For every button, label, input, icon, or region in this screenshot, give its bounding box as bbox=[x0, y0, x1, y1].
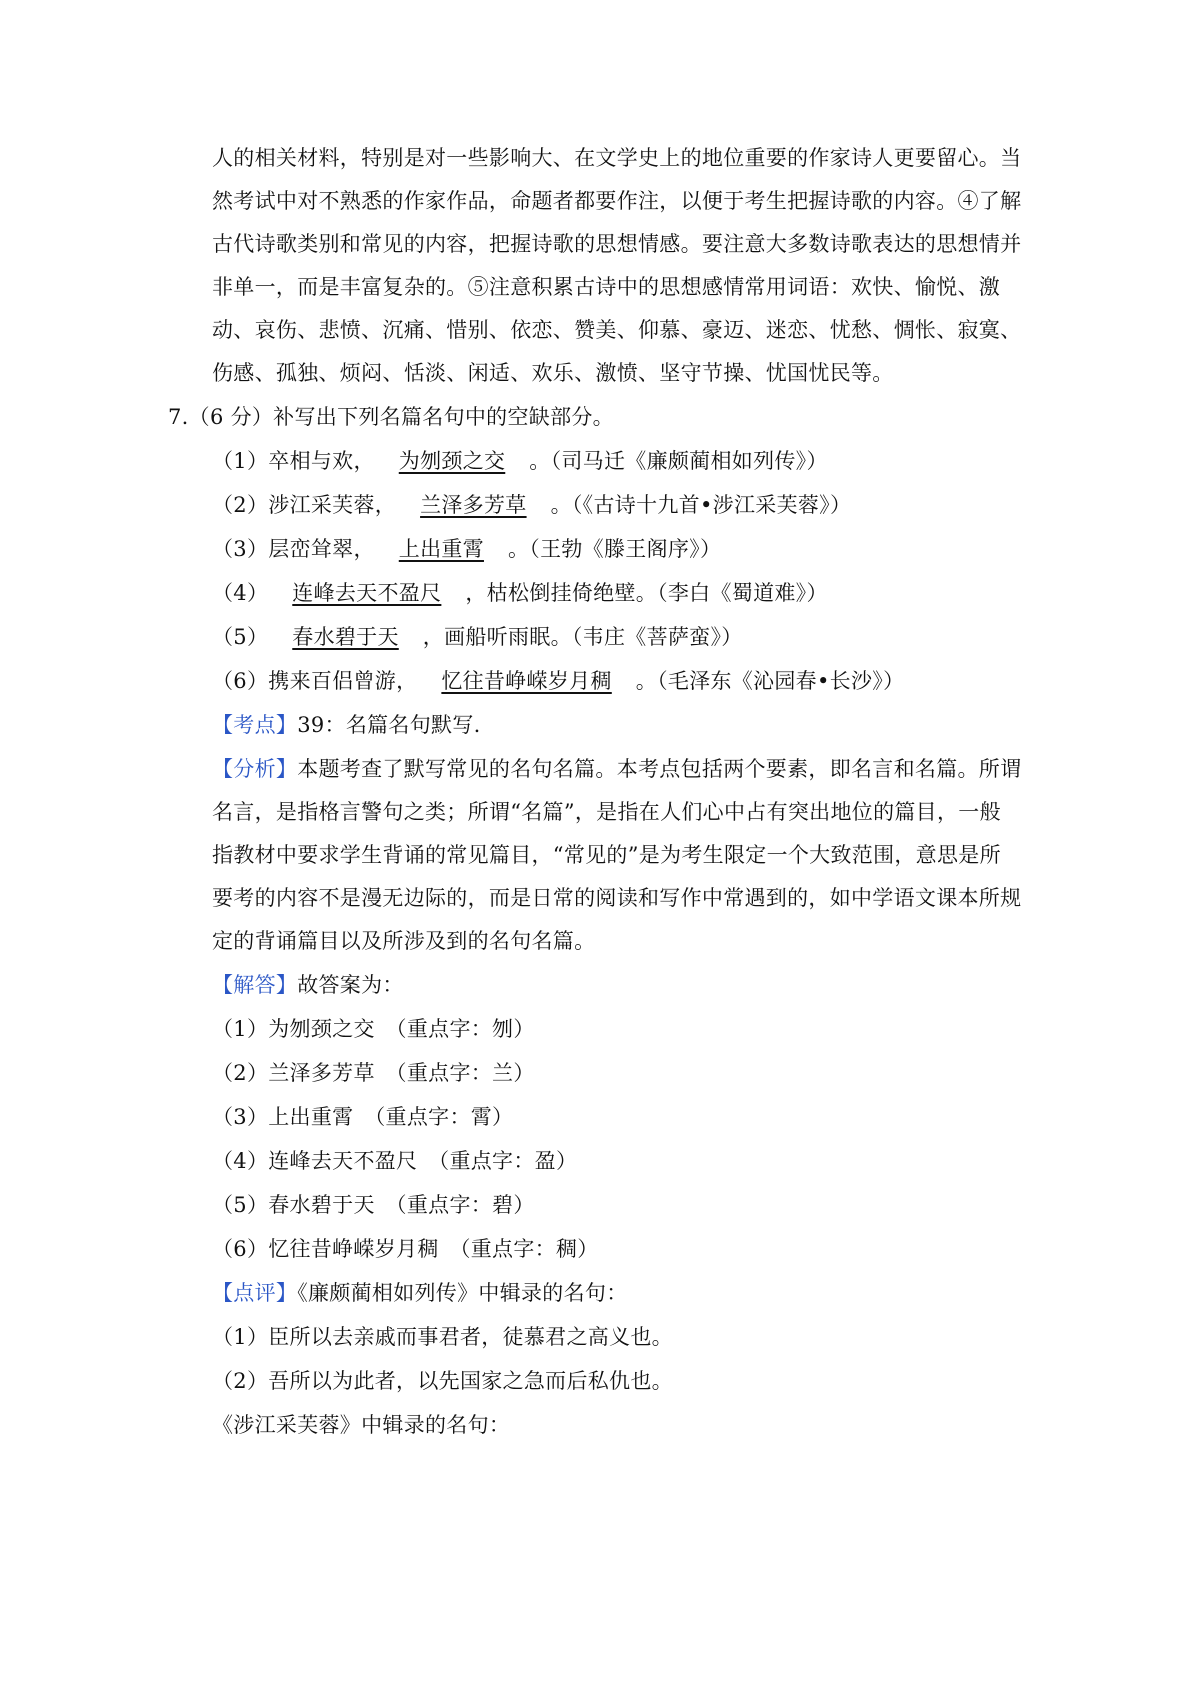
question-number: 7. bbox=[168, 405, 189, 429]
jieda-tag: 【解答】 bbox=[212, 973, 298, 997]
item-source: 。（《古诗十九首•涉江采芙蓉》） bbox=[550, 493, 852, 517]
answer-line: （5）春水碧于天 （重点字：碧） bbox=[212, 1193, 535, 1217]
answer-line: （4）连峰去天不盈尺 （重点字：盈） bbox=[212, 1149, 578, 1173]
dianping-text: 《廉颇蔺相如列传》中辑录的名句： bbox=[297, 1281, 628, 1305]
answer-blank: 为刎颈之交 bbox=[398, 449, 506, 473]
question-header bbox=[168, 402, 614, 432]
jieda-line bbox=[212, 970, 404, 1000]
fenxi-line: 名言，是指格言警句之类；所谓“名篇”，是指在人们心中占有突出地位的篇目，一般 bbox=[212, 800, 1001, 824]
answer-blank: 连峰去天不盈尺 bbox=[292, 581, 442, 605]
fenxi-text: 本题考查了默写常见的名句名篇。本考点包括两个要素，即名言和名篇。所谓 bbox=[297, 757, 1022, 781]
intro-line: 动、哀伤、悲愤、沉痛、惜别、依恋、赞美、仰慕、豪迈、迷恋、忧愁、惆怅、寂寞、 bbox=[212, 318, 1022, 342]
answer-blank: 忆往昔峥嵘岁月稠 bbox=[441, 669, 612, 693]
jieda-text: 故答案为： bbox=[297, 973, 404, 997]
item-source: 。（毛泽东《沁园春•长沙》） bbox=[635, 669, 905, 693]
answer-line: （6）忆往昔峥嵘岁月稠 （重点字：稠） bbox=[212, 1237, 599, 1261]
fenxi-line: 指教材中要求学生背诵的常见篇目，“常见的”是为考生限定一个大致范围，意思是所 bbox=[212, 843, 1001, 867]
kaodian-line bbox=[212, 710, 481, 740]
answer-line: （2）兰泽多芳草 （重点字：兰） bbox=[212, 1061, 535, 1085]
item-source: 。（司马迁《廉颇蔺相如列传》） bbox=[529, 449, 828, 473]
item-number: （5） bbox=[212, 625, 269, 649]
intro-line: 人的相关材料，特别是对一些影响大、在文学史上的地位重要的作家诗人更要留心。当 bbox=[212, 146, 1022, 170]
item-number: （4） bbox=[212, 581, 269, 605]
item-text: 层峦耸翠， bbox=[268, 537, 375, 561]
answer-blank: 兰泽多芳草 bbox=[420, 493, 527, 517]
dianping-quote: （2）吾所以为此者，以先国家之急而后私仇也。 bbox=[212, 1369, 673, 1393]
item-number: （2） bbox=[212, 493, 269, 517]
question-item bbox=[212, 622, 743, 652]
item-number: （6） bbox=[212, 669, 269, 693]
question-item bbox=[212, 446, 828, 476]
question-stem: （6 分）补写出下列名篇名句中的空缺部分。 bbox=[188, 405, 614, 429]
intro-line: 非单一，而是丰富复杂的。⑤注意积累古诗中的思想感情常用词语：欢快、愉悦、激 bbox=[212, 275, 1001, 299]
fenxi-line: 定的背诵篇目以及所涉及到的名句名篇。 bbox=[212, 929, 596, 953]
item-text: 卒相与欢， bbox=[268, 449, 375, 473]
fenxi-line bbox=[212, 754, 1021, 784]
dianping-quote: （1）臣所以去亲戚而事君者，徒慕君之高义也。 bbox=[212, 1325, 673, 1349]
fenxi-line: 要考的内容不是漫无边际的，而是日常的阅读和写作中常遇到的，如中学语文课本所规 bbox=[212, 886, 1022, 910]
item-number: （3） bbox=[212, 537, 269, 561]
item-source: ，枯松倒挂倚绝壁。（李白《蜀道难》） bbox=[465, 581, 828, 605]
kaodian-text: 39：名篇名句默写. bbox=[297, 713, 481, 737]
intro-line: 伤感、孤独、烦闷、恬淡、闲适、欢乐、激愤、坚守节操、忧国忧民等。 bbox=[212, 361, 894, 385]
fenxi-tag: 【分析】 bbox=[212, 757, 298, 781]
item-source: 。（王勃《滕王阁序》） bbox=[507, 537, 722, 561]
answer-line: （1）为刎颈之交 （重点字：刎） bbox=[212, 1017, 535, 1041]
answer-line: （3）上出重霄 （重点字：霄） bbox=[212, 1105, 514, 1129]
kaodian-tag: 【考点】 bbox=[212, 713, 298, 737]
dianping-footer: 《涉江采芙蓉》中辑录的名句： bbox=[212, 1413, 511, 1437]
item-number: （1） bbox=[212, 449, 269, 473]
dianping-tag: 【点评】 bbox=[212, 1281, 298, 1305]
question-item bbox=[212, 578, 828, 608]
question-item bbox=[212, 490, 851, 520]
intro-line: 然考试中对不熟悉的作家作品，命题者都要作注，以便于考生把握诗歌的内容。④了解 bbox=[212, 189, 1022, 213]
answer-blank: 春水碧于天 bbox=[292, 625, 399, 649]
item-text: 涉江采芙蓉， bbox=[268, 493, 397, 517]
intro-line: 古代诗歌类别和常见的内容，把握诗歌的思想情感。要注意大多数诗歌表达的思想情并 bbox=[212, 232, 1022, 256]
question-item bbox=[212, 666, 904, 696]
item-source: ，画船听雨眠。（韦庄《菩萨蛮》） bbox=[422, 625, 743, 649]
question-item bbox=[212, 534, 721, 564]
item-text: 携来百侣曾游， bbox=[268, 669, 418, 693]
answer-blank: 上出重霄 bbox=[398, 537, 484, 561]
dianping-line bbox=[212, 1278, 628, 1308]
